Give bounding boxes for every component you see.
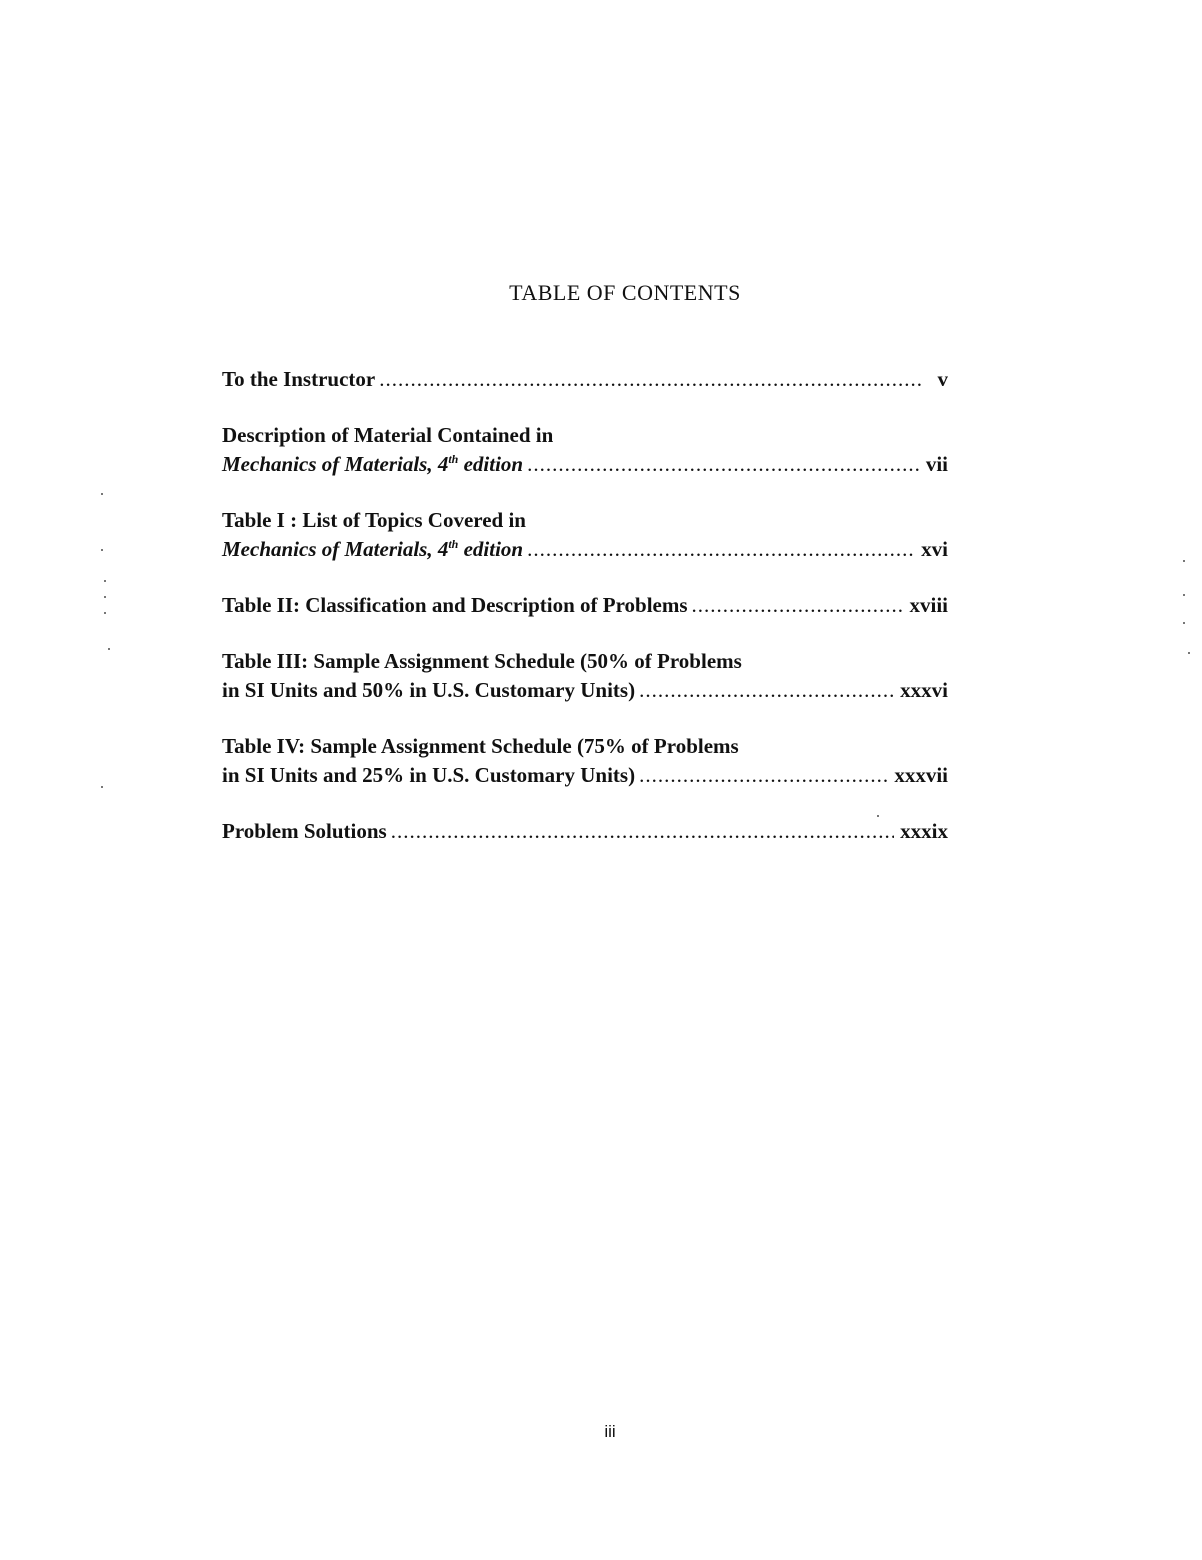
toc-entry-book-title: Mechanics of Materials, 4th edition bbox=[222, 452, 524, 476]
toc-page-number: xvi bbox=[921, 537, 948, 561]
scan-speck bbox=[108, 648, 110, 650]
scan-speck bbox=[1183, 594, 1185, 596]
toc-entry-description bbox=[222, 421, 948, 479]
toc-entry-label: Problem Solutions bbox=[222, 819, 387, 843]
toc-entry-label: Table III: Sample Assignment Schedule (50% of Problems bbox=[222, 649, 742, 673]
dot-leader bbox=[692, 591, 904, 620]
dot-leader bbox=[379, 365, 922, 394]
scan-speck bbox=[877, 815, 879, 817]
scan-speck bbox=[104, 580, 106, 582]
scan-speck bbox=[101, 549, 103, 551]
scan-speck bbox=[101, 786, 103, 788]
toc-entry-table-iv bbox=[222, 732, 948, 790]
toc-page-number: vii bbox=[925, 452, 948, 476]
toc-page-number: xxxvii bbox=[894, 763, 948, 787]
dot-leader bbox=[527, 535, 915, 564]
page-title: TABLE OF CONTENTS bbox=[509, 280, 741, 305]
toc-entry-book-title: Mechanics of Materials, 4th edition bbox=[222, 537, 524, 561]
toc-entry-label: Description of Material Contained in bbox=[222, 423, 554, 447]
toc-entry-problem-solutions bbox=[222, 817, 948, 846]
scan-speck bbox=[1183, 622, 1185, 624]
toc-entry-label-continued: in SI Units and 25% in U.S. Customary Units) bbox=[222, 763, 636, 787]
page-number-footer: iii bbox=[604, 1422, 616, 1441]
toc-entry-table-ii bbox=[222, 591, 948, 620]
toc-entry-table-i bbox=[222, 506, 948, 564]
toc-page-number: xxxvi bbox=[900, 678, 948, 702]
toc-entry-label: Table I : List of Topics Covered in bbox=[222, 508, 526, 532]
toc-page-number: xviii bbox=[909, 593, 948, 617]
toc-entry-label-continued: in SI Units and 50% in U.S. Customary Units) bbox=[222, 678, 636, 702]
table-of-contents bbox=[222, 365, 948, 846]
toc-entry-label: Table IV: Sample Assignment Schedule (75% of Problems bbox=[222, 734, 739, 758]
dot-leader bbox=[639, 761, 888, 790]
dot-leader bbox=[639, 676, 894, 705]
toc-entry-label: To the Instructor bbox=[222, 367, 376, 391]
toc-page-number: v bbox=[937, 367, 948, 391]
scan-speck bbox=[101, 493, 103, 495]
scan-speck bbox=[104, 612, 106, 614]
scan-speck bbox=[104, 596, 106, 598]
scan-speck bbox=[1183, 560, 1185, 562]
dot-leader bbox=[527, 450, 920, 479]
toc-entry-table-iii bbox=[222, 647, 948, 705]
toc-page-number: xxxix bbox=[900, 819, 948, 843]
scan-speck bbox=[1188, 652, 1190, 654]
toc-entry-label: Table II: Classification and Description of Problems bbox=[222, 593, 688, 617]
toc-entry-instructor bbox=[222, 365, 948, 394]
dot-leader bbox=[391, 817, 894, 846]
